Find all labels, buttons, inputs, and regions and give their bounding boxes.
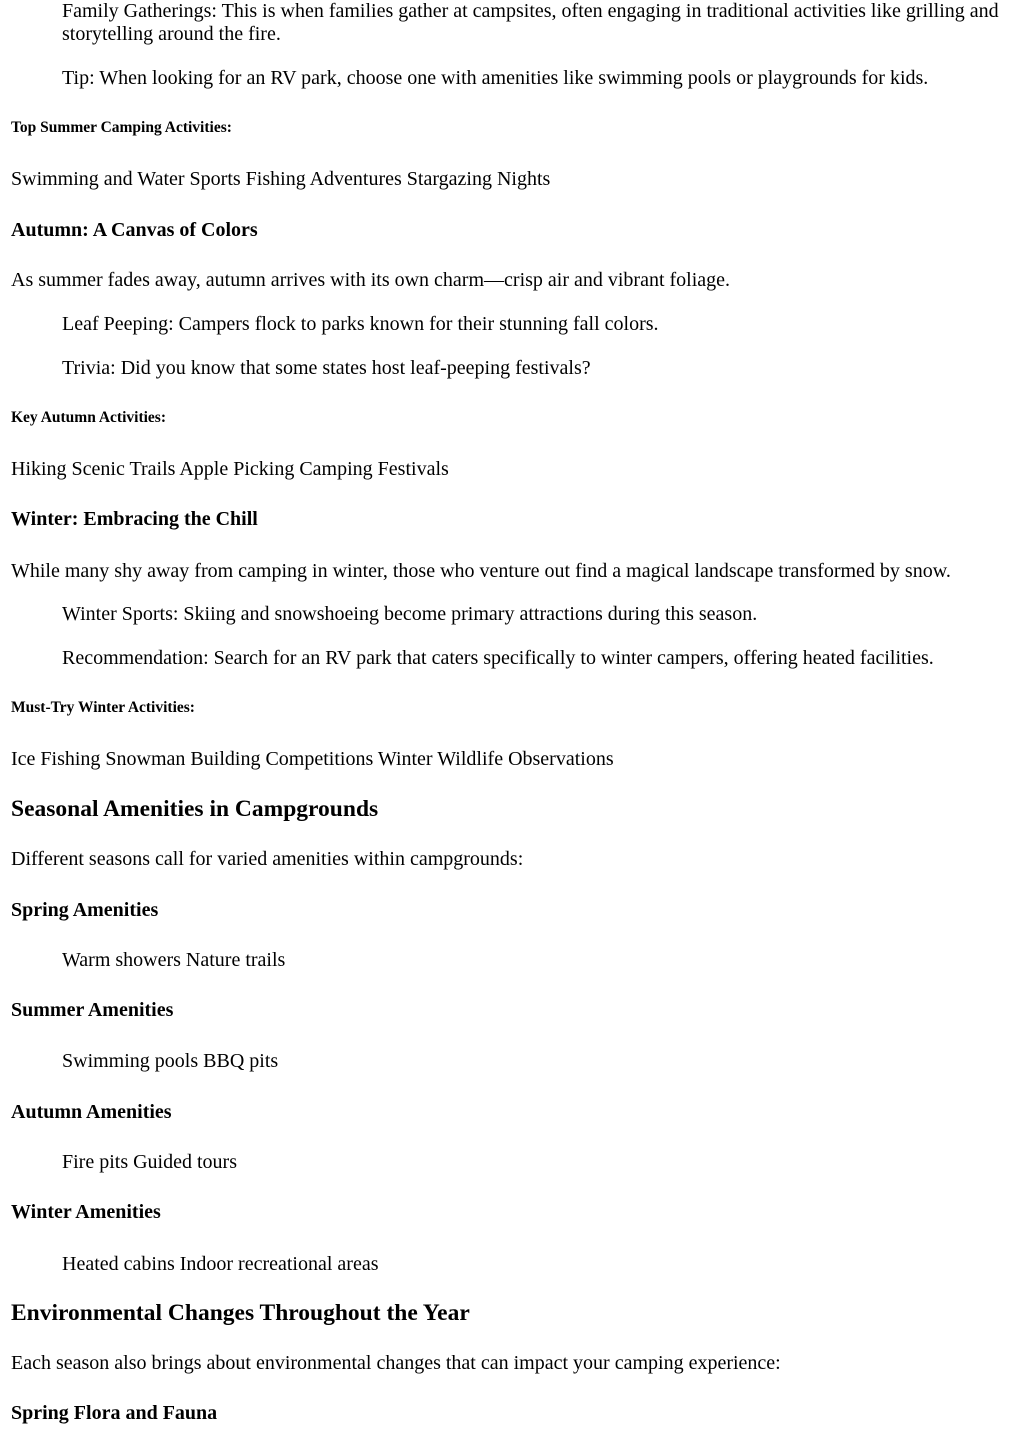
amenities-heading: Seasonal Amenities in Campgrounds — [11, 796, 379, 822]
summer-activities-heading: Top Summer Camping Activities: — [11, 119, 232, 136]
summer-activities-list: Swimming and Water Sports Fishing Adventures Stargazing Nights — [11, 168, 551, 190]
rv-park-tip: Tip: When looking for an RV park, choose one with amenities like swimming pools or playgrounds for kids. — [62, 67, 929, 89]
autumn-activities-heading: Key Autumn Activities: — [11, 409, 166, 426]
winter-activities-heading: Must-Try Winter Activities: — [11, 699, 195, 716]
autumn-intro: As summer fades away, autumn arrives with its own charm—crisp air and vibrant foliage. — [11, 269, 731, 291]
spring-amenities-heading: Spring Amenities — [11, 899, 159, 921]
environment-heading: Environmental Changes Throughout the Year — [11, 1300, 470, 1326]
spring-flora-fauna-heading: Spring Flora and Fauna — [11, 1402, 218, 1424]
winter-amenities-list: Heated cabins Indoor recreational areas — [62, 1253, 379, 1275]
winter-sports-item: Winter Sports: Skiing and snowshoeing become primary attractions during this season. — [62, 603, 758, 625]
leaf-peeping-item: Leaf Peeping: Campers flock to parks known for their stunning fall colors. — [62, 313, 659, 335]
spring-amenities-list: Warm showers Nature trails — [62, 949, 286, 971]
autumn-trivia: Trivia: Did you know that some states host leaf-peeping festivals? — [62, 357, 591, 379]
summer-amenities-list: Swimming pools BBQ pits — [62, 1050, 279, 1072]
winter-intro: While many shy away from camping in winter, those who venture out find a magical landscape transformed by snow. — [11, 560, 951, 582]
amenities-intro: Different seasons call for varied amenities within campgrounds: — [11, 848, 524, 870]
winter-recommendation: Recommendation: Search for an RV park that caters specifically to winter campers, offering heated facilities. — [62, 647, 934, 669]
autumn-amenities-list: Fire pits Guided tours — [62, 1151, 237, 1173]
autumn-amenities-heading: Autumn Amenities — [11, 1101, 172, 1123]
autumn-heading: Autumn: A Canvas of Colors — [11, 219, 258, 241]
autumn-activities-list: Hiking Scenic Trails Apple Picking Camping Festivals — [11, 458, 449, 480]
summer-amenities-heading: Summer Amenities — [11, 999, 174, 1021]
winter-heading: Winter: Embracing the Chill — [11, 508, 258, 530]
family-gatherings-item: Family Gatherings: This is when families gather at campsites, often engaging in traditional activities like grilling and storytelling around the fire. — [62, 0, 999, 45]
winter-activities-list: Ice Fishing Snowman Building Competitions Winter Wildlife Observations — [11, 748, 614, 770]
winter-amenities-heading: Winter Amenities — [11, 1201, 161, 1223]
environment-intro: Each season also brings about environmental changes that can impact your camping experience: — [11, 1352, 781, 1374]
